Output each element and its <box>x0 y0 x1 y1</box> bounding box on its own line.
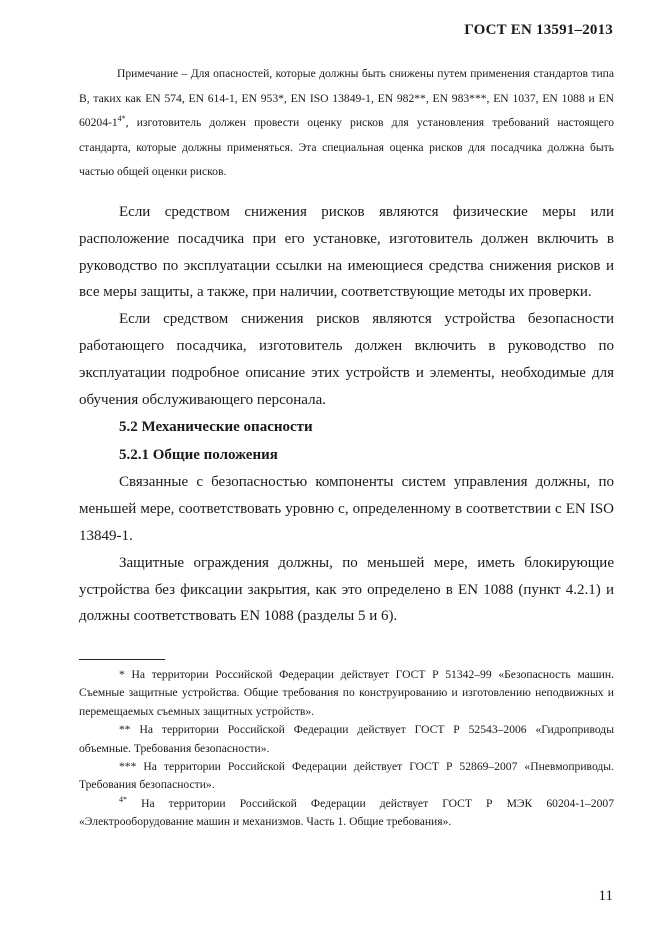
footnote-3: *** На территории Российской Федерации действует ГОСТ Р 52869–2007 «Пневмоприводы. Требования безопасности». <box>79 760 614 792</box>
footnote-divider <box>79 659 165 660</box>
footnote-2: ** На территории Российской Федерации действует ГОСТ Р 52543–2006 «Гидроприводы объемные. Требования безопасности». <box>79 723 614 755</box>
note-text-b: , изготовитель должен провести оценку рисков для установления требований настоящего стандарта, которые должны применяться. Эта специальная оценка рисков для посадчика должна быть частью общей оценки рисков. <box>79 116 614 179</box>
page-number: 11 <box>598 888 613 904</box>
paragraph-3: Связанные с безопасностью компоненты систем управления должны, по меньшей мере, соответствовать уровню c, определенному в соответствии с EN ISO 13849-1. <box>79 474 614 544</box>
note-block <box>79 62 614 185</box>
paragraph-4: Защитные ограждения должны, по меньшей мере, иметь блокирующие устройства без фиксации закрытия, как это определено в EN 1088 (пункт 4.2.1) и должны соответствовать EN 1088 (разделы 5 и 6). <box>79 554 614 625</box>
footnote-4-mark: 4* <box>119 794 127 804</box>
footnote-4-text: На территории Российской Федерации действует ГОСТ Р МЭК 60204-1–2007 «Электрооборудование машин и механизмов. Часть 1. Общие требования». <box>79 796 614 829</box>
note-superscript: 4* <box>117 114 126 124</box>
note-text-a: Примечание – Для опасностей, которые должны быть снижены путем применения стандартов типа В, таких как EN 574, EN 614-1, EN 953*, EN ISO 13849-1, EN 982**, EN 983***, EN 1037, EN 1088 и EN 60204-1 <box>79 67 614 130</box>
paragraph-1: Если средством снижения рисков являются физические меры или расположение посадчика при его установке, изготовитель должен включить в руководство по эксплуатации ссылки на имеющиеся средства снижения рисков и все меры защиты, а также, при наличии, соответствующие методы их проверки. <box>79 204 614 301</box>
standard-header: ГОСТ EN 13591–2013 <box>464 22 613 38</box>
main-text <box>79 199 614 630</box>
footnote-4 <box>79 795 614 832</box>
paragraph-2: Если средством снижения рисков являются устройства безопасности работающего посадчика, изготовитель должен включить в руководство по эксплуатации подробное описание этих устройств и элементы, необходимые для обучения обслуживающего персонала. <box>79 311 614 408</box>
subsection-title: 5.2.1 Общие положения <box>119 447 278 464</box>
footnote-1: * На территории Российской Федерации действует ГОСТ Р 51342–99 «Безопасность машин. Съемные защитные устройства. Общие требования по конструированию и изготовлению неподвижных и перемещаемых съемных защитных устройств». <box>79 668 614 718</box>
section-title: 5.2 Механические опасности <box>119 419 313 436</box>
note-paragraph <box>79 62 614 185</box>
footnotes <box>79 666 614 832</box>
